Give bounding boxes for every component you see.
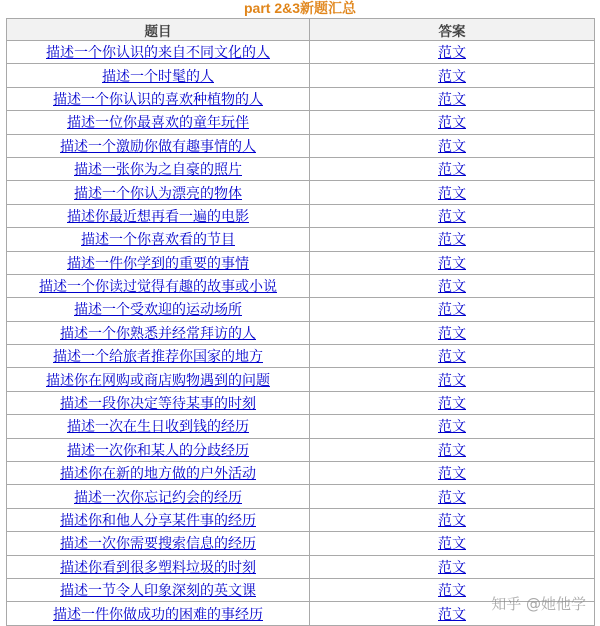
table-row <box>7 41 595 64</box>
topic-link[interactable]: 描述一次你需要搜索信息的经历 <box>60 536 256 553</box>
topic-cell <box>7 298 310 321</box>
answer-link[interactable]: 范文 <box>438 513 466 529</box>
topic-cell <box>7 204 310 227</box>
table-row <box>7 181 595 204</box>
topic-link[interactable]: 描述你最近想再看一遍的电影 <box>67 208 249 225</box>
answer-cell <box>310 415 595 438</box>
answer-link[interactable]: 范文 <box>438 162 466 179</box>
topic-cell <box>7 508 310 531</box>
topic-link[interactable]: 描述一个时髦的人 <box>102 68 214 85</box>
answer-link[interactable]: 范文 <box>438 489 466 506</box>
table-row <box>7 134 595 157</box>
answer-cell <box>310 368 595 391</box>
answer-cell <box>310 345 595 368</box>
topic-link[interactable]: 描述一个你认识的来自不同文化的人 <box>46 45 270 62</box>
topic-cell <box>7 134 310 157</box>
topic-link[interactable]: 描述一个你喜欢看的节目 <box>81 232 235 249</box>
topic-link[interactable]: 描述一位你最喜欢的童年玩伴 <box>67 115 249 132</box>
answer-cell <box>310 485 595 508</box>
answer-link[interactable]: 范文 <box>438 536 466 553</box>
answer-link[interactable]: 范文 <box>438 138 466 155</box>
answer-link[interactable]: 范文 <box>438 115 466 132</box>
topic-cell <box>7 157 310 180</box>
answer-cell <box>310 462 595 485</box>
table-row <box>7 298 595 321</box>
table-row <box>7 345 595 368</box>
topic-link[interactable]: 描述一次在生日收到钱的经历 <box>67 419 249 436</box>
topic-cell <box>7 438 310 461</box>
watermark: 知乎 @她他学 <box>491 595 586 613</box>
topic-link[interactable]: 描述一次你忘记约会的经历 <box>74 489 242 506</box>
answer-cell <box>310 555 595 578</box>
topic-cell <box>7 578 310 601</box>
answer-cell <box>310 41 595 64</box>
topic-link[interactable]: 描述一个你认识的喜欢种植物的人 <box>53 91 263 108</box>
answer-cell <box>310 298 595 321</box>
topic-link[interactable]: 描述一节令人印象深刻的英文课 <box>60 583 256 600</box>
topic-link[interactable]: 描述你和他人分享某件事的经历 <box>60 513 256 529</box>
topic-link[interactable]: 描述一次你和某人的分歧经历 <box>67 442 249 459</box>
topic-link[interactable]: 描述一个你熟悉并经常拜访的人 <box>60 325 256 342</box>
topic-cell <box>7 415 310 438</box>
topic-cell <box>7 251 310 274</box>
column-header-answer: 答案 <box>310 19 595 41</box>
table-row <box>7 462 595 485</box>
answer-cell <box>310 157 595 180</box>
topic-link[interactable]: 描述你在新的地方做的户外活动 <box>60 466 256 483</box>
topic-cell <box>7 181 310 204</box>
topic-cell <box>7 391 310 414</box>
topic-link[interactable]: 描述一个激励你做有趣事情的人 <box>60 138 256 155</box>
topic-cell <box>7 111 310 134</box>
answer-link[interactable]: 范文 <box>438 396 466 413</box>
answer-link[interactable]: 范文 <box>438 349 466 366</box>
answer-link[interactable]: 范文 <box>438 255 466 272</box>
table-row <box>7 204 595 227</box>
page-title: part 2&3新题汇总 <box>243 0 357 16</box>
topic-cell <box>7 64 310 87</box>
topic-link[interactable]: 描述一段你决定等待某事的时刻 <box>60 396 256 413</box>
topic-cell <box>7 321 310 344</box>
topic-cell <box>7 462 310 485</box>
topic-cell <box>7 532 310 555</box>
answer-cell <box>310 204 595 227</box>
answer-link[interactable]: 范文 <box>438 68 466 85</box>
topics-table <box>6 18 595 626</box>
table-row <box>7 415 595 438</box>
answer-link[interactable]: 范文 <box>438 419 466 436</box>
topic-cell <box>7 41 310 64</box>
answer-link[interactable]: 范文 <box>438 232 466 249</box>
answer-link[interactable]: 范文 <box>438 442 466 459</box>
table-row <box>7 508 595 531</box>
answer-cell <box>310 438 595 461</box>
answer-link[interactable]: 范文 <box>438 583 466 600</box>
table-row <box>7 438 595 461</box>
answer-link[interactable]: 范文 <box>438 302 466 319</box>
topic-cell <box>7 555 310 578</box>
answer-link[interactable]: 范文 <box>438 606 466 623</box>
table-row <box>7 157 595 180</box>
table-row <box>7 274 595 297</box>
topic-link[interactable]: 描述一件你做成功的困难的事经历 <box>53 606 263 623</box>
answer-cell <box>310 64 595 87</box>
answer-cell <box>310 134 595 157</box>
answer-link[interactable]: 范文 <box>438 559 466 576</box>
topic-cell <box>7 87 310 110</box>
table-row <box>7 391 595 414</box>
answer-cell <box>310 321 595 344</box>
table-row <box>7 321 595 344</box>
answer-link[interactable]: 范文 <box>438 372 466 389</box>
answer-link[interactable]: 范文 <box>438 185 466 202</box>
answer-cell <box>310 181 595 204</box>
answer-cell <box>310 508 595 531</box>
topic-cell <box>7 274 310 297</box>
topic-cell <box>7 228 310 251</box>
topic-cell <box>7 602 310 625</box>
table-header-row <box>7 19 595 41</box>
answer-cell <box>310 251 595 274</box>
answer-link[interactable]: 范文 <box>438 325 466 342</box>
table-row <box>7 532 595 555</box>
answer-link[interactable]: 范文 <box>438 466 466 483</box>
topic-link[interactable]: 描述一个你认为漂亮的物体 <box>74 185 242 202</box>
topic-link[interactable]: 描述一个你读过觉得有趣的故事或小说 <box>39 279 277 296</box>
answer-cell <box>310 391 595 414</box>
table-row <box>7 111 595 134</box>
topic-cell <box>7 368 310 391</box>
answer-cell <box>310 228 595 251</box>
table-row <box>7 87 595 110</box>
answer-cell <box>310 87 595 110</box>
topic-link[interactable]: 描述你在网购或商店购物遇到的问题 <box>46 372 270 389</box>
column-header-topic: 题目 <box>7 19 310 41</box>
table-row <box>7 555 595 578</box>
table-row <box>7 485 595 508</box>
table-row <box>7 228 595 251</box>
answer-link[interactable]: 范文 <box>438 45 466 62</box>
topic-link[interactable]: 描述你看到很多塑料垃圾的时刻 <box>60 559 256 576</box>
answer-cell <box>310 532 595 555</box>
topic-cell <box>7 345 310 368</box>
answer-cell <box>310 274 595 297</box>
topic-cell <box>7 485 310 508</box>
answer-cell <box>310 111 595 134</box>
answer-link[interactable]: 范文 <box>438 208 466 225</box>
answer-link[interactable]: 范文 <box>438 279 466 296</box>
table-row <box>7 368 595 391</box>
answer-link[interactable]: 范文 <box>438 91 466 108</box>
topic-link[interactable]: 描述一件你学到的重要的事情 <box>67 255 249 272</box>
topic-link[interactable]: 描述一张你为之自豪的照片 <box>74 162 242 179</box>
topic-link[interactable]: 描述一个给旅者推荐你国家的地方 <box>53 349 263 366</box>
table-row <box>7 64 595 87</box>
table-row <box>7 251 595 274</box>
topic-link[interactable]: 描述一个受欢迎的运动场所 <box>74 302 242 319</box>
